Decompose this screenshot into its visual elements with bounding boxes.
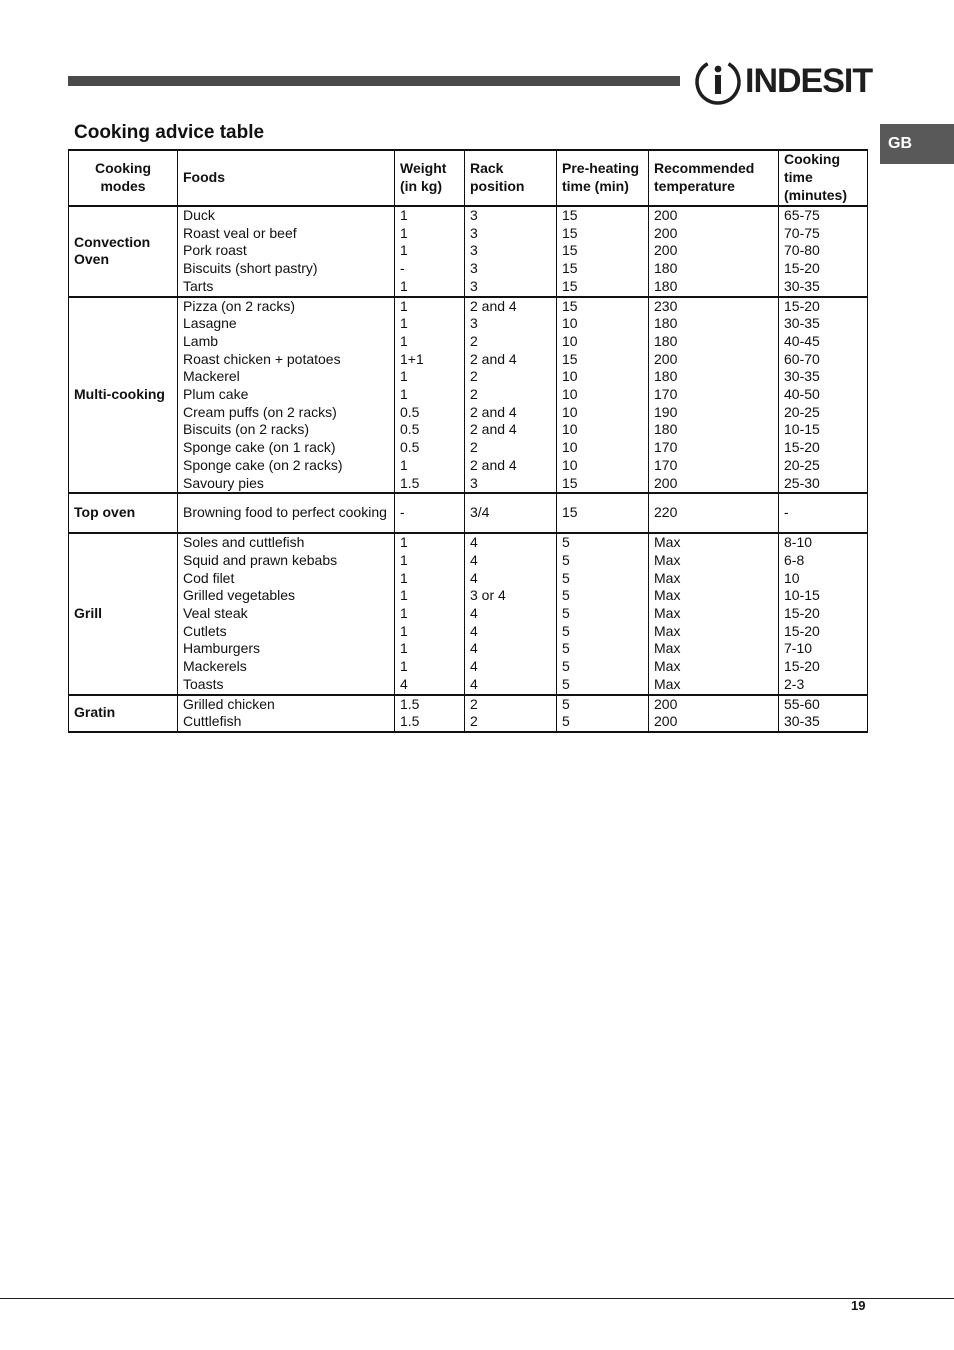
food-item: Soles and cuttlefish: [183, 534, 305, 551]
header-bar: [68, 76, 680, 86]
cooking-time-value: 7-10: [784, 640, 813, 657]
temperature-value: Max: [654, 534, 681, 551]
preheat-value: 15: [562, 224, 578, 241]
food-item: Mackerel: [183, 368, 240, 385]
weight-value: 1: [400, 242, 408, 259]
weight-value: 1: [400, 297, 408, 314]
preheat-value: 10: [562, 368, 578, 385]
weight-value: 0.5: [400, 403, 420, 420]
brand-logo: [693, 58, 873, 108]
preheat-value: 10: [562, 315, 578, 332]
cooking-mode-label: Convection: [74, 233, 151, 250]
temperature-value: Max: [654, 551, 681, 568]
rack-value: 3 or 4: [470, 587, 506, 604]
temperature-value: 180: [654, 315, 678, 332]
food-item: Cutlets: [183, 622, 227, 639]
weight-value: 1: [400, 207, 408, 223]
cooking-mode-label: Grill: [74, 605, 103, 622]
cooking-advice-table: [68, 149, 868, 733]
weight-value: 1: [400, 368, 408, 385]
temperature-value: 170: [654, 456, 678, 473]
temperature-value: Max: [654, 569, 681, 586]
rack-value: 4: [470, 675, 478, 692]
food-item: Roast veal or beef: [183, 224, 297, 241]
temperature-value: 180: [654, 332, 678, 349]
preheat-value: 15: [562, 350, 578, 367]
header-label-line: modes: [100, 178, 146, 194]
foods-cell: [178, 206, 395, 297]
cooking-mode-cell: [69, 493, 178, 533]
preheat-value: 5: [562, 605, 570, 622]
cooking-time-value: 20-25: [784, 403, 820, 420]
cooking-time-value: 40-50: [784, 386, 820, 403]
weight-value: 1: [400, 551, 408, 568]
food-item: Sponge cake (on 2 racks): [183, 456, 343, 473]
header-label-line: Weight: [400, 160, 447, 177]
header-label-line: Cooking: [784, 151, 840, 168]
weight-value: 1: [400, 456, 408, 473]
cooking-mode-label: Multi-cooking: [74, 386, 165, 403]
weight-value: 1: [400, 386, 408, 403]
rack-value: 2: [470, 368, 478, 385]
temperature-value: 200: [654, 474, 678, 491]
rack-value: 3/4: [470, 504, 490, 521]
header-foods: [178, 150, 395, 206]
header-label-line: (minutes): [784, 186, 847, 203]
cooking-time-value: 2-3: [784, 675, 805, 692]
food-item: Biscuits (short pastry): [183, 260, 318, 277]
food-item: Cuttlefish: [183, 713, 242, 730]
preheat-value: 5: [562, 640, 570, 657]
weight-value: 0.5: [400, 421, 420, 438]
rack-value: 4: [470, 658, 478, 675]
cooking-time-value: 30-35: [784, 713, 820, 730]
header-label-line: Cooking: [95, 160, 151, 177]
weight-value: 1: [400, 658, 408, 675]
preheat-cell: [557, 695, 649, 732]
temp-cell: [649, 206, 779, 297]
cooking-time-value: 10-15: [784, 587, 820, 604]
temperature-value: Max: [654, 640, 681, 657]
temperature-value: 180: [654, 368, 678, 385]
weight-value: 1: [400, 622, 408, 639]
rack-value: 2: [470, 439, 478, 456]
weight-cell: [395, 297, 465, 494]
page-title: Cooking advice table: [74, 122, 265, 143]
header-label-line: position: [470, 178, 525, 194]
table-row: [69, 493, 868, 533]
rack-value: 2: [470, 713, 478, 730]
cooking-time-value: 15-20: [784, 260, 820, 277]
rack-cell: [465, 297, 557, 494]
food-item: Tarts: [183, 277, 214, 294]
weight-value: 1.5: [400, 474, 420, 491]
rack-value: 2 and 4: [470, 297, 517, 314]
rack-value: 3: [470, 474, 478, 491]
header-label-line: Pre-heating: [562, 160, 640, 177]
preheat-value: 5: [562, 587, 570, 604]
weight-value: -: [400, 504, 405, 521]
foods-cell: [178, 297, 395, 494]
food-item: Pizza (on 2 racks): [183, 297, 296, 314]
cooking-mode-cell: [69, 206, 178, 297]
rack-value: 2: [470, 695, 478, 712]
cooking-time-value: 15-20: [784, 658, 820, 675]
cooking-time-value: -: [784, 504, 789, 521]
preheat-value: 5: [562, 658, 570, 675]
rack-cell: [465, 695, 557, 732]
temperature-value: 230: [654, 297, 678, 314]
temperature-value: 200: [654, 713, 678, 730]
preheat-value: 15: [562, 207, 578, 223]
rack-value: 4: [470, 569, 478, 586]
cooking-time-value: 30-35: [784, 277, 820, 294]
foods-cell: [178, 533, 395, 694]
food-item: Mackerels: [183, 658, 247, 675]
preheat-value: 5: [562, 713, 570, 730]
weight-value: 1: [400, 605, 408, 622]
weight-cell: [395, 695, 465, 732]
food-item: Roast chicken + potatoes: [183, 350, 341, 367]
table-body: [69, 206, 868, 732]
cooking-time-value: 30-35: [784, 368, 820, 385]
preheat-cell: [557, 297, 649, 494]
rack-value: 2: [470, 386, 478, 403]
weight-value: 0.5: [400, 439, 420, 456]
temp-cell: [649, 297, 779, 494]
rack-value: 4: [470, 605, 478, 622]
rack-value: 3: [470, 315, 478, 332]
cooking-time-value: 10: [784, 569, 800, 586]
cooking-time-value: 20-25: [784, 456, 820, 473]
weight-value: 1: [400, 534, 408, 551]
temperature-value: 170: [654, 439, 678, 456]
preheat-value: 5: [562, 695, 570, 712]
cooking-time-value: 6-8: [784, 551, 805, 568]
cooking-time-value: 15-20: [784, 297, 820, 314]
preheat-value: 15: [562, 242, 578, 259]
rack-value: 3: [470, 207, 478, 223]
cooking-mode-cell: [69, 297, 178, 494]
preheat-cell: [557, 206, 649, 297]
food-item: Hamburgers: [183, 640, 261, 657]
temperature-value: 200: [654, 695, 678, 712]
preheat-value: 15: [562, 277, 578, 294]
header-cooking-time: [779, 150, 868, 206]
cooking-mode-label: Top oven: [74, 504, 136, 521]
food-item: Grilled vegetables: [183, 587, 296, 604]
food-item: Duck: [183, 207, 215, 223]
preheat-value: 10: [562, 439, 578, 456]
time-cell: [779, 695, 868, 732]
cooking-time-value: 15-20: [784, 605, 820, 622]
rack-cell: [465, 493, 557, 533]
temperature-value: 200: [654, 207, 678, 223]
temperature-value: 190: [654, 403, 678, 420]
header-cooking-modes: [69, 150, 178, 206]
preheat-cell: [557, 493, 649, 533]
preheat-value: 5: [562, 675, 570, 692]
weight-cell: [395, 533, 465, 694]
rack-cell: [465, 206, 557, 297]
weight-value: 1.5: [400, 713, 420, 730]
cooking-mode-label: Gratin: [74, 704, 116, 721]
header-label-line: Foods: [183, 169, 225, 186]
weight-value: 1+1: [400, 350, 424, 367]
header-preheating-time: [557, 150, 649, 206]
weight-value: 4: [400, 675, 408, 692]
preheat-value: 10: [562, 403, 578, 420]
preheat-value: 10: [562, 421, 578, 438]
foods-cell: [178, 695, 395, 732]
rack-value: 2: [470, 332, 478, 349]
cooking-time-value: 25-30: [784, 474, 820, 491]
preheat-value: 5: [562, 622, 570, 639]
header-label-line: (in kg): [400, 178, 442, 194]
rack-value: 4: [470, 640, 478, 657]
weight-value: 1: [400, 277, 408, 294]
cooking-time-value: 70-80: [784, 242, 820, 259]
header-label-line: Rack: [470, 160, 504, 177]
time-cell: [779, 493, 868, 533]
rack-value: 3: [470, 224, 478, 241]
food-item: Lasagne: [183, 315, 237, 332]
food-item: Savoury pies: [183, 474, 264, 491]
cooking-mode-label: Oven: [74, 251, 110, 268]
table-row: [69, 533, 868, 694]
food-item: Cream puffs (on 2 racks): [183, 403, 337, 420]
cooking-time-value: 10-15: [784, 421, 820, 438]
preheat-value: 10: [562, 386, 578, 403]
food-item: Squid and prawn kebabs: [183, 551, 338, 568]
preheat-value: 10: [562, 332, 578, 349]
cooking-time-value: 8-10: [784, 534, 813, 551]
weight-cell: [395, 206, 465, 297]
rack-value: 3: [470, 277, 478, 294]
rack-value: 2 and 4: [470, 350, 517, 367]
time-cell: [779, 533, 868, 694]
weight-value: 1: [400, 332, 408, 349]
rack-value: 2 and 4: [470, 403, 517, 420]
preheat-value: 5: [562, 551, 570, 568]
cooking-time-value: 30-35: [784, 315, 820, 332]
rack-value: 4: [470, 534, 478, 551]
temperature-value: Max: [654, 622, 681, 639]
temp-cell: [649, 533, 779, 694]
preheat-value: 15: [562, 297, 578, 314]
temperature-value: 180: [654, 277, 678, 294]
temperature-value: 180: [654, 260, 678, 277]
cooking-mode-cell: [69, 695, 178, 732]
food-item: Sponge cake (on 1 rack): [183, 439, 336, 456]
weight-value: 1.5: [400, 695, 420, 712]
food-item: Toasts: [183, 675, 224, 692]
rack-value: 2 and 4: [470, 456, 517, 473]
header-recommended-temperature: [649, 150, 779, 206]
table-header-row: [69, 150, 868, 206]
food-item: Lamb: [183, 332, 219, 349]
time-cell: [779, 206, 868, 297]
preheat-value: 5: [562, 534, 570, 551]
temperature-value: 180: [654, 421, 678, 438]
preheat-value: 5: [562, 569, 570, 586]
header-label-line: Recommended: [654, 160, 755, 177]
rack-value: 4: [470, 551, 478, 568]
temperature-value: Max: [654, 587, 681, 604]
temperature-value: Max: [654, 605, 681, 622]
weight-value: 1: [400, 587, 408, 604]
food-item: Biscuits (on 2 racks): [183, 421, 310, 438]
temperature-value: 170: [654, 386, 678, 403]
rack-value: 4: [470, 622, 478, 639]
temperature-value: 200: [654, 242, 678, 259]
cooking-time-value: 70-75: [784, 224, 820, 241]
cooking-time-value: 15-20: [784, 439, 820, 456]
preheat-cell: [557, 533, 649, 694]
cooking-mode-cell: [69, 533, 178, 694]
food-item: Browning food to perfect cooking: [183, 504, 387, 521]
cooking-time-value: 40-45: [784, 332, 820, 349]
rack-value: 3: [470, 242, 478, 259]
cooking-time-value: 15-20: [784, 622, 820, 639]
time-cell: [779, 297, 868, 494]
temperature-value: 200: [654, 350, 678, 367]
header-label-line: time (min): [562, 178, 629, 194]
food-item: Plum cake: [183, 386, 249, 403]
header-rack-position: [465, 150, 557, 206]
weight-value: 1: [400, 224, 408, 241]
temperature-value: 220: [654, 504, 678, 521]
temp-cell: [649, 695, 779, 732]
food-item: Pork roast: [183, 242, 247, 259]
food-item: Veal steak: [183, 605, 248, 622]
foods-cell: [178, 493, 395, 533]
table-row: [69, 695, 868, 732]
header-label-line: temperature: [654, 178, 735, 194]
preheat-value: 15: [562, 474, 578, 491]
cooking-time-value: 55-60: [784, 695, 820, 712]
food-item: Cod filet: [183, 569, 235, 586]
rack-value: 2 and 4: [470, 421, 517, 438]
weight-value: -: [400, 260, 405, 277]
header-label-line: time: [784, 169, 813, 186]
preheat-value: 15: [562, 260, 578, 277]
brand-name: INDESIT: [745, 62, 873, 100]
preheat-value: 15: [562, 504, 578, 521]
rack-cell: [465, 533, 557, 694]
food-item: Grilled chicken: [183, 695, 275, 712]
temperature-value: Max: [654, 658, 681, 675]
footer-rule: [0, 1298, 954, 1299]
cooking-time-value: 60-70: [784, 350, 820, 367]
table-row: [69, 297, 868, 494]
table-row: [69, 206, 868, 297]
weight-value: 1: [400, 315, 408, 332]
language-tab: GB: [880, 124, 954, 164]
weight-cell: [395, 493, 465, 533]
cooking-time-value: 65-75: [784, 207, 820, 223]
weight-value: 1: [400, 569, 408, 586]
temperature-value: Max: [654, 675, 681, 692]
rack-value: 3: [470, 260, 478, 277]
page-number: 19: [851, 1298, 866, 1313]
header-weight: [395, 150, 465, 206]
preheat-value: 10: [562, 456, 578, 473]
weight-value: 1: [400, 640, 408, 657]
indesit-logo-icon: [693, 58, 743, 108]
temperature-value: 200: [654, 224, 678, 241]
temp-cell: [649, 493, 779, 533]
